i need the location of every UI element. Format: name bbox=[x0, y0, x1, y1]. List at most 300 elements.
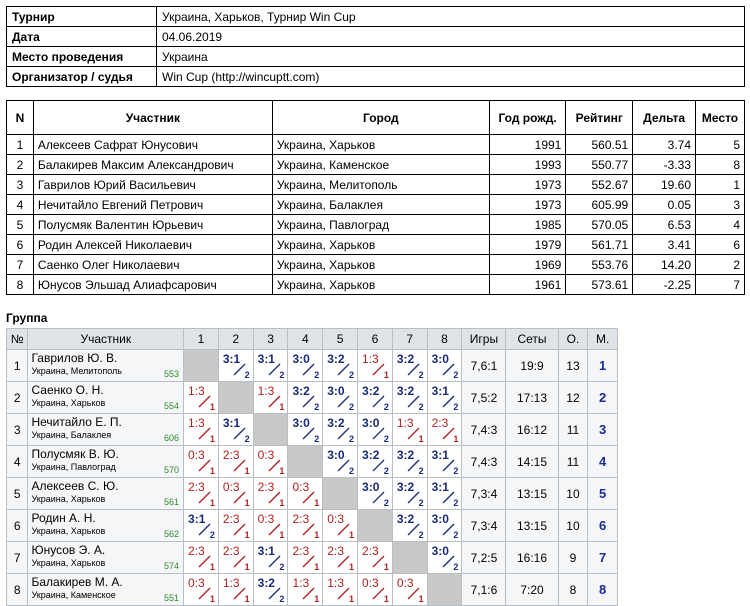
match-points: 2 bbox=[314, 434, 320, 444]
match-result-cell bbox=[184, 478, 219, 510]
participants-cell: Нечитайло Евгений Петрович bbox=[33, 195, 272, 215]
match-result-cell bbox=[392, 574, 427, 606]
participants-header: Дельта bbox=[633, 101, 696, 135]
match-points: 2 bbox=[418, 370, 424, 380]
player-city: Украина, Мелитополь bbox=[31, 366, 122, 376]
table-row bbox=[7, 255, 745, 275]
match-score: 3:2 bbox=[292, 384, 310, 398]
player-rating: 570 bbox=[164, 465, 180, 475]
player-name: Родин А. Н. bbox=[31, 511, 96, 525]
match-score: 2:3 bbox=[188, 480, 205, 494]
match-points: 2 bbox=[314, 370, 320, 380]
match-score: 0:3 bbox=[327, 512, 344, 526]
match-points: 2 bbox=[383, 434, 389, 444]
participants-cell: 7 bbox=[696, 275, 745, 295]
table-row bbox=[7, 542, 618, 574]
match-result-cell bbox=[323, 510, 358, 542]
match-result-cell bbox=[392, 414, 427, 446]
player-name: Балакирев М. А. bbox=[31, 575, 123, 589]
sets-cell: 7:20 bbox=[506, 574, 558, 606]
match-result-cell bbox=[392, 510, 427, 542]
place-cell: 6 bbox=[588, 510, 618, 542]
match-points: 2 bbox=[349, 370, 355, 380]
group-header: № bbox=[7, 329, 28, 350]
sets-cell: 14:15 bbox=[506, 446, 558, 478]
match-points: 1 bbox=[349, 594, 355, 604]
match-score: 3:2 bbox=[396, 384, 415, 398]
match-score: 0:3 bbox=[292, 480, 310, 494]
match-points: 1 bbox=[314, 530, 320, 540]
match-score: 3:1 bbox=[257, 352, 275, 366]
participants-cell: 3.41 bbox=[633, 235, 696, 255]
player-name-cell bbox=[28, 574, 184, 606]
player-city: Украина, Харьков bbox=[31, 494, 106, 504]
participants-cell: 4 bbox=[696, 215, 745, 235]
place-cell: 5 bbox=[588, 478, 618, 510]
table-row bbox=[7, 446, 618, 478]
games-cell: 7,2:5 bbox=[462, 542, 506, 574]
match-points: 1 bbox=[314, 498, 320, 508]
player-name-cell bbox=[28, 446, 184, 478]
match-score: 3:0 bbox=[292, 352, 310, 366]
player-city: Украина, Павлоград bbox=[31, 462, 116, 472]
match-score: 3:2 bbox=[327, 416, 345, 430]
table-row bbox=[7, 275, 745, 295]
self-match-cell bbox=[288, 446, 323, 478]
match-result-cell bbox=[218, 350, 253, 382]
participants-cell: 552.67 bbox=[566, 175, 633, 195]
match-points: 1 bbox=[244, 530, 250, 540]
match-result-cell bbox=[288, 414, 323, 446]
player-rating: 551 bbox=[164, 593, 180, 603]
match-points: 2 bbox=[418, 530, 424, 540]
player-name: Алексеев С. Ю. bbox=[31, 479, 119, 493]
match-score: 3:2 bbox=[362, 448, 380, 462]
participants-cell: Украина, Харьков bbox=[272, 255, 489, 275]
match-points: 2 bbox=[209, 530, 215, 540]
match-score: 2:3 bbox=[222, 512, 240, 526]
match-score: 3:1 bbox=[431, 480, 449, 494]
match-result-cell bbox=[184, 414, 219, 446]
match-result-cell bbox=[218, 446, 253, 478]
participants-cell: 2 bbox=[7, 155, 34, 175]
match-score: 0:3 bbox=[188, 448, 205, 462]
participants-cell: Украина, Мелитополь bbox=[272, 175, 489, 195]
group-header: 2 bbox=[218, 329, 253, 350]
match-points: 2 bbox=[279, 594, 285, 604]
group-header: О. bbox=[558, 329, 588, 350]
match-points: 2 bbox=[453, 530, 459, 540]
participants-cell: 7 bbox=[7, 255, 34, 275]
player-rating: 606 bbox=[164, 433, 180, 443]
sets-cell: 13:15 bbox=[506, 478, 558, 510]
place-cell: 2 bbox=[588, 382, 618, 414]
match-score: 3:1 bbox=[431, 384, 449, 398]
match-result-cell bbox=[427, 350, 462, 382]
info-row bbox=[7, 67, 745, 87]
match-result-cell bbox=[427, 510, 462, 542]
match-score: 3:0 bbox=[431, 352, 449, 366]
match-score: 2:3 bbox=[431, 416, 449, 430]
games-cell: 7,3:4 bbox=[462, 478, 506, 510]
match-points: 2 bbox=[453, 370, 459, 380]
match-result-cell bbox=[323, 350, 358, 382]
match-score: 1:3 bbox=[327, 576, 344, 590]
table-row bbox=[7, 215, 745, 235]
points-cell: 13 bbox=[558, 350, 588, 382]
info-row bbox=[7, 47, 745, 67]
participants-cell: 561.71 bbox=[566, 235, 633, 255]
match-points: 2 bbox=[349, 434, 355, 444]
match-points: 2 bbox=[279, 370, 285, 380]
games-cell: 7,1:6 bbox=[462, 574, 506, 606]
player-rating: 561 bbox=[164, 497, 180, 507]
match-score: 3:0 bbox=[327, 448, 345, 462]
info-label: Организатор / судья bbox=[7, 67, 157, 87]
match-score: 2:3 bbox=[222, 544, 240, 558]
match-result-cell bbox=[253, 382, 288, 414]
match-result-cell bbox=[358, 382, 393, 414]
match-score: 3:2 bbox=[396, 448, 415, 462]
match-points: 1 bbox=[209, 434, 215, 444]
player-name: Гаврилов Ю. В. bbox=[31, 351, 118, 365]
match-result-cell bbox=[427, 414, 462, 446]
match-points: 1 bbox=[279, 402, 285, 412]
match-points: 1 bbox=[383, 594, 389, 604]
match-result-cell bbox=[323, 414, 358, 446]
match-score: 3:0 bbox=[362, 416, 380, 430]
match-result-cell bbox=[427, 382, 462, 414]
match-points: 2 bbox=[349, 466, 355, 476]
table-row bbox=[7, 195, 745, 215]
participants-cell: Украина, Балаклея bbox=[272, 195, 489, 215]
group-header: 8 bbox=[427, 329, 462, 350]
match-score: 1:3 bbox=[188, 384, 205, 398]
participants-cell: 1961 bbox=[489, 275, 566, 295]
match-points: 2 bbox=[453, 562, 459, 572]
table-row bbox=[7, 155, 745, 175]
match-score: 1:3 bbox=[292, 576, 310, 590]
player-name-cell bbox=[28, 382, 184, 414]
match-score: 3:1 bbox=[257, 544, 275, 558]
match-result-cell bbox=[392, 478, 427, 510]
match-score: 1:3 bbox=[362, 352, 379, 366]
match-points: 2 bbox=[453, 498, 459, 508]
participants-cell: 2 bbox=[696, 255, 745, 275]
participants-cell: 4 bbox=[7, 195, 34, 215]
match-result-cell bbox=[288, 478, 323, 510]
participants-cell: Балакирев Максим Александрович bbox=[33, 155, 272, 175]
match-points: 1 bbox=[349, 562, 355, 572]
participants-cell: 6.53 bbox=[633, 215, 696, 235]
match-score: 3:1 bbox=[222, 416, 241, 430]
match-score: 2:3 bbox=[257, 480, 275, 494]
points-cell: 11 bbox=[558, 446, 588, 478]
match-result-cell bbox=[218, 510, 253, 542]
match-score: 1:3 bbox=[222, 576, 240, 590]
match-points: 1 bbox=[383, 370, 389, 380]
match-result-cell bbox=[288, 574, 323, 606]
match-result-cell bbox=[184, 510, 219, 542]
info-value: 04.06.2019 bbox=[157, 27, 745, 47]
participants-cell: 553.76 bbox=[566, 255, 633, 275]
place-cell: 4 bbox=[588, 446, 618, 478]
match-result-cell bbox=[427, 542, 462, 574]
match-result-cell bbox=[392, 382, 427, 414]
match-result-cell bbox=[427, 446, 462, 478]
player-rating: 553 bbox=[164, 369, 180, 379]
participants-cell: 560.51 bbox=[566, 135, 633, 155]
match-score: 3:2 bbox=[257, 576, 275, 590]
table-row bbox=[7, 510, 618, 542]
participants-header: Город bbox=[272, 101, 489, 135]
match-points: 2 bbox=[418, 466, 424, 476]
group-row-number: 1 bbox=[7, 350, 28, 382]
participants-cell: 3 bbox=[696, 195, 745, 215]
player-name-cell bbox=[28, 414, 184, 446]
match-score: 3:1 bbox=[188, 512, 206, 526]
match-score: 3:0 bbox=[292, 416, 310, 430]
info-value: Украина, Харьков, Турнир Win Cup bbox=[157, 7, 745, 27]
match-points: 1 bbox=[279, 530, 285, 540]
match-result-cell bbox=[358, 446, 393, 478]
participants-cell: Украина, Харьков bbox=[272, 275, 489, 295]
participants-header: Рейтинг bbox=[566, 101, 633, 135]
participants-cell: Юнусов Эльшад Алиафсарович bbox=[33, 275, 272, 295]
points-cell: 11 bbox=[558, 414, 588, 446]
player-name-cell bbox=[28, 542, 184, 574]
match-points: 1 bbox=[244, 594, 250, 604]
match-score: 1:3 bbox=[188, 416, 205, 430]
match-result-cell bbox=[358, 574, 393, 606]
match-result-cell bbox=[323, 382, 358, 414]
player-rating: 554 bbox=[164, 401, 180, 411]
player-name-cell bbox=[28, 478, 184, 510]
group-header: Сеты bbox=[506, 329, 558, 350]
match-result-cell bbox=[358, 542, 393, 574]
participants-cell: 0.05 bbox=[633, 195, 696, 215]
info-value: Win Cup (http://wincuptt.com) bbox=[157, 67, 745, 87]
participants-cell: 573.61 bbox=[566, 275, 633, 295]
player-city: Украина, Балаклея bbox=[31, 430, 112, 440]
group-row-number: 6 bbox=[7, 510, 28, 542]
sets-cell: 19:9 bbox=[506, 350, 558, 382]
group-header: 1 bbox=[184, 329, 219, 350]
group-row-number: 3 bbox=[7, 414, 28, 446]
participants-cell: 1973 bbox=[489, 195, 566, 215]
match-result-cell bbox=[253, 574, 288, 606]
player-name: Юнусов Э. А. bbox=[31, 543, 106, 557]
self-match-cell bbox=[184, 350, 219, 382]
match-points: 2 bbox=[244, 370, 250, 380]
info-row bbox=[7, 27, 745, 47]
participants-cell: 14.20 bbox=[633, 255, 696, 275]
match-result-cell bbox=[358, 350, 393, 382]
sets-cell: 13:15 bbox=[506, 510, 558, 542]
group-header: 5 bbox=[323, 329, 358, 350]
match-result-cell bbox=[392, 446, 427, 478]
match-points: 2 bbox=[383, 466, 389, 476]
games-cell: 7,4:3 bbox=[462, 446, 506, 478]
participants-table bbox=[6, 100, 745, 295]
player-city: Украина, Харьков bbox=[31, 558, 106, 568]
points-cell: 10 bbox=[558, 510, 588, 542]
match-score: 1:3 bbox=[396, 416, 414, 430]
match-points: 1 bbox=[279, 498, 285, 508]
participants-cell: Украина, Харьков bbox=[272, 235, 489, 255]
participants-cell: 19.60 bbox=[633, 175, 696, 195]
participants-cell: 1979 bbox=[489, 235, 566, 255]
participants-cell: Саенко Олег Николаевич bbox=[33, 255, 272, 275]
self-match-cell bbox=[253, 414, 288, 446]
match-score: 3:2 bbox=[396, 512, 415, 526]
group-row-number: 8 bbox=[7, 574, 28, 606]
participants-header: Место bbox=[696, 101, 745, 135]
match-points: 2 bbox=[453, 402, 459, 412]
points-cell: 8 bbox=[558, 574, 588, 606]
table-row bbox=[7, 135, 745, 155]
match-result-cell bbox=[253, 542, 288, 574]
match-points: 1 bbox=[418, 594, 424, 604]
points-cell: 9 bbox=[558, 542, 588, 574]
table-row bbox=[7, 175, 745, 195]
match-score: 3:0 bbox=[431, 544, 449, 558]
self-match-cell bbox=[218, 382, 253, 414]
match-result-cell bbox=[253, 478, 288, 510]
match-score: 0:3 bbox=[188, 576, 205, 590]
group-header: Игры bbox=[462, 329, 506, 350]
player-name: Саенко О. Н. bbox=[31, 383, 104, 397]
participants-cell: 1991 bbox=[489, 135, 566, 155]
games-cell: 7,5:2 bbox=[462, 382, 506, 414]
match-score: 2:3 bbox=[222, 448, 240, 462]
match-score: 0:3 bbox=[362, 576, 379, 590]
match-points: 1 bbox=[314, 594, 320, 604]
player-name-cell bbox=[28, 350, 184, 382]
match-score: 2:3 bbox=[292, 512, 310, 526]
place-cell: 8 bbox=[588, 574, 618, 606]
group-header: 7 bbox=[392, 329, 427, 350]
group-crosstable bbox=[6, 328, 618, 606]
participants-cell: 570.05 bbox=[566, 215, 633, 235]
match-score: 3:2 bbox=[396, 352, 415, 366]
participants-cell: Алексеев Сафрат Юнусович bbox=[33, 135, 272, 155]
table-row bbox=[7, 414, 618, 446]
participants-header: N bbox=[7, 101, 34, 135]
info-label: Место проведения bbox=[7, 47, 157, 67]
match-result-cell bbox=[218, 574, 253, 606]
match-score: 3:2 bbox=[362, 384, 380, 398]
match-points: 1 bbox=[244, 562, 250, 572]
match-result-cell bbox=[253, 510, 288, 542]
points-cell: 12 bbox=[558, 382, 588, 414]
group-row-number: 5 bbox=[7, 478, 28, 510]
games-cell: 7,6:1 bbox=[462, 350, 506, 382]
participants-cell: 3 bbox=[7, 175, 34, 195]
participants-cell: 1993 bbox=[489, 155, 566, 175]
games-cell: 7,3:4 bbox=[462, 510, 506, 542]
group-header: Участник bbox=[28, 329, 184, 350]
participants-cell: Родин Алексей Николаевич bbox=[33, 235, 272, 255]
place-cell: 3 bbox=[588, 414, 618, 446]
player-name: Полусмяк В. Ю. bbox=[31, 447, 119, 461]
match-points: 1 bbox=[349, 530, 355, 540]
player-city: Украина, Харьков bbox=[31, 526, 106, 536]
match-result-cell bbox=[323, 574, 358, 606]
self-match-cell bbox=[323, 478, 358, 510]
match-score: 2:3 bbox=[292, 544, 310, 558]
participants-cell: 6 bbox=[7, 235, 34, 255]
match-points: 2 bbox=[349, 402, 355, 412]
match-score: 3:2 bbox=[327, 352, 345, 366]
match-points: 1 bbox=[209, 562, 215, 572]
participants-cell: 8 bbox=[7, 275, 34, 295]
group-header: 3 bbox=[253, 329, 288, 350]
participants-cell: 550.77 bbox=[566, 155, 633, 175]
points-cell: 10 bbox=[558, 478, 588, 510]
place-cell: 1 bbox=[588, 350, 618, 382]
match-result-cell bbox=[288, 350, 323, 382]
match-result-cell bbox=[323, 446, 358, 478]
group-row-number: 2 bbox=[7, 382, 28, 414]
match-points: 1 bbox=[279, 466, 285, 476]
match-score: 3:1 bbox=[431, 448, 449, 462]
table-row bbox=[7, 350, 618, 382]
self-match-cell bbox=[427, 574, 462, 606]
match-result-cell bbox=[253, 446, 288, 478]
participants-header: Участник bbox=[33, 101, 272, 135]
match-points: 2 bbox=[383, 402, 389, 412]
match-result-cell bbox=[184, 446, 219, 478]
table-row bbox=[7, 478, 618, 510]
table-row bbox=[7, 382, 618, 414]
match-result-cell bbox=[218, 478, 253, 510]
info-value: Украина bbox=[157, 47, 745, 67]
participants-cell: 1969 bbox=[489, 255, 566, 275]
match-score: 2:3 bbox=[362, 544, 379, 558]
match-points: 1 bbox=[418, 434, 424, 444]
match-result-cell bbox=[184, 382, 219, 414]
participants-cell: 3.74 bbox=[633, 135, 696, 155]
match-result-cell bbox=[358, 478, 393, 510]
match-points: 2 bbox=[418, 402, 424, 412]
match-points: 2 bbox=[453, 466, 459, 476]
player-city: Украина, Харьков bbox=[31, 398, 106, 408]
match-points: 1 bbox=[209, 402, 215, 412]
participants-cell: 1985 bbox=[489, 215, 566, 235]
match-score: 0:3 bbox=[222, 480, 240, 494]
group-header: М. bbox=[588, 329, 618, 350]
match-points: 2 bbox=[383, 498, 389, 508]
match-score: 0:3 bbox=[396, 576, 414, 590]
participants-header: Год рожд. bbox=[489, 101, 566, 135]
games-cell: 7,4:3 bbox=[462, 414, 506, 446]
match-score: 0:3 bbox=[257, 448, 275, 462]
match-result-cell bbox=[253, 350, 288, 382]
info-label: Дата bbox=[7, 27, 157, 47]
match-score: 3:0 bbox=[327, 384, 345, 398]
match-result-cell bbox=[184, 574, 219, 606]
participants-cell: 605.99 bbox=[566, 195, 633, 215]
match-score: 0:3 bbox=[257, 512, 275, 526]
match-score: 3:0 bbox=[362, 480, 380, 494]
group-row-number: 7 bbox=[7, 542, 28, 574]
table-row bbox=[7, 574, 618, 606]
match-result-cell bbox=[184, 542, 219, 574]
participants-cell: 1973 bbox=[489, 175, 566, 195]
match-score: 2:3 bbox=[327, 544, 344, 558]
match-points: 1 bbox=[209, 466, 215, 476]
